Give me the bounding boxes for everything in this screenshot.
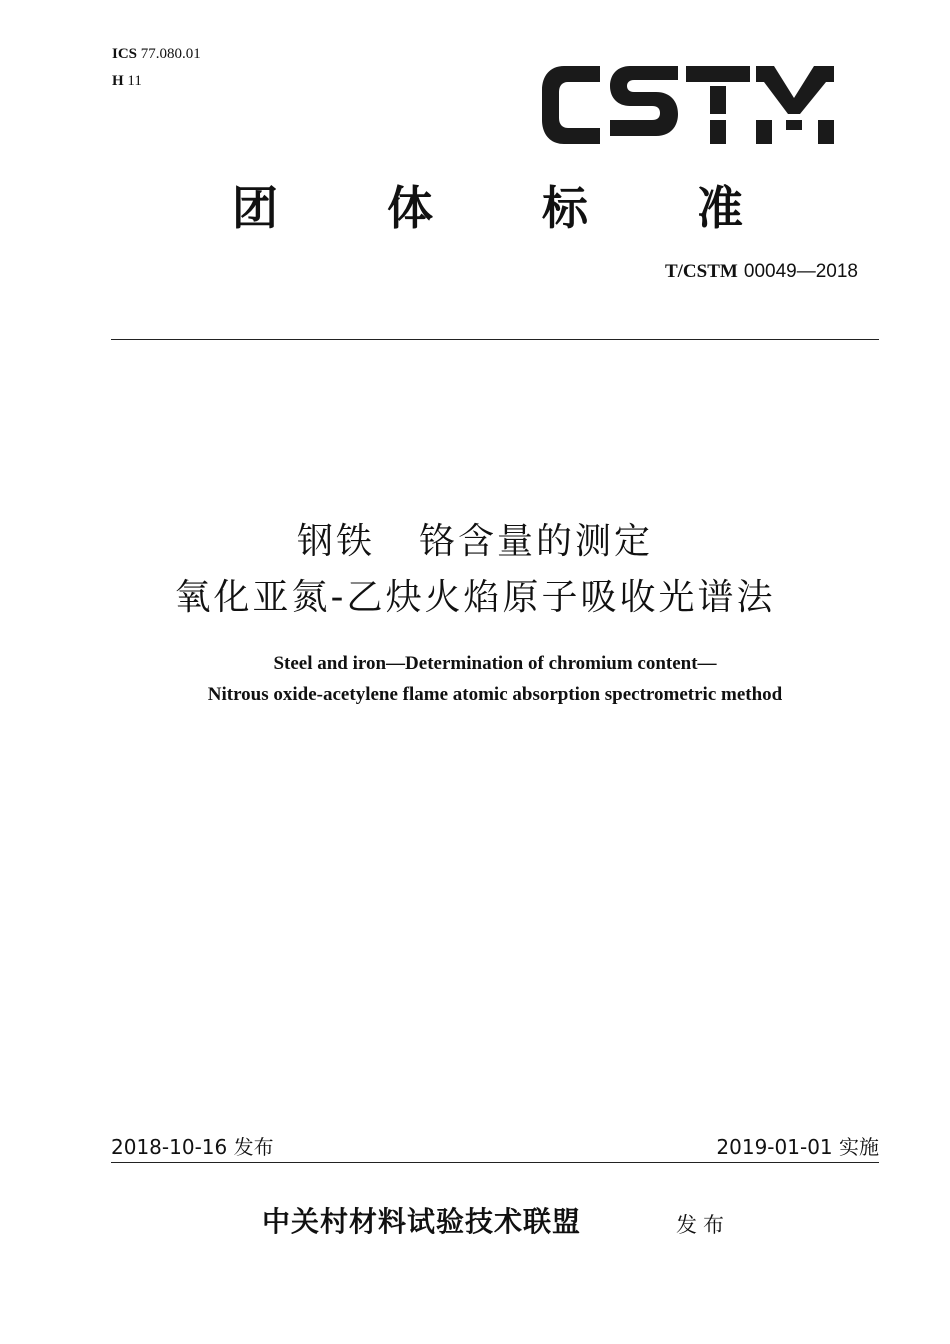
header-divider [111, 339, 879, 340]
standard-number [665, 258, 858, 285]
publish-verb: 发布 [676, 1213, 730, 1237]
h-label: H [112, 73, 124, 89]
publisher-name: 中关村材料试验技术联盟 [262, 1205, 582, 1238]
standard-number-value: 00049—2018 [743, 261, 858, 282]
title-zh-line-2: 氧化亚氮-乙炔火焰原子吸收光谱法 [174, 577, 776, 618]
ics-label: ICS [112, 46, 138, 62]
effective-date: 2019-01-01 实施 [716, 1135, 879, 1159]
cstm-logo [538, 62, 838, 150]
title-zh-line-1 [0, 518, 950, 566]
issue-date: 2018-10-16 发布 [111, 1135, 274, 1159]
standard-type-char-3: 标 [542, 181, 588, 235]
standard-number-prefix: T/CSTM [664, 261, 738, 282]
title-en-line-2: Nitrous oxide-acetylene flame atomic absorption spectrometric method [207, 684, 783, 705]
title-en-line-1: Steel and iron—Determination of chromium content— [273, 653, 717, 674]
standard-type-char-1: 团 [232, 181, 278, 235]
h-value: 11 [127, 73, 142, 89]
title-zh-line-1-part-1: 钢铁 [296, 521, 375, 562]
standard-type-char-2: 体 [387, 181, 433, 235]
title-zh-line-1-part-2: 铬含量的测定 [419, 521, 654, 562]
ics-value: 77.080.01 [140, 46, 201, 62]
ics-code [112, 45, 201, 63]
classification-code [112, 72, 142, 90]
standard-type-char-4: 准 [697, 181, 743, 235]
footer-divider [111, 1162, 879, 1163]
